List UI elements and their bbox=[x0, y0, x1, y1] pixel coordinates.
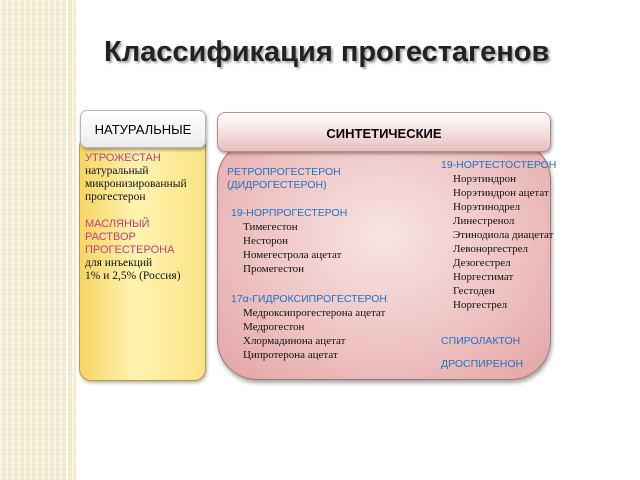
natural-header bbox=[80, 110, 206, 148]
synthetic-header bbox=[217, 112, 551, 152]
list-item: Тимегестон bbox=[243, 221, 298, 233]
list-item: Левоноргестрел bbox=[453, 243, 528, 255]
group-title: 19-НОРТЕСТОСТЕРОН bbox=[441, 159, 557, 171]
list-item: Номегестрола ацетат bbox=[243, 249, 342, 261]
group-19-norprogesterone bbox=[231, 206, 347, 276]
synthetic-header-label: СИНТЕТИЧЕСКИЕ bbox=[326, 125, 442, 141]
utrozhestan-desc-2: микронизированный bbox=[85, 178, 187, 190]
group-17a-hydroxyprogesterone bbox=[231, 292, 387, 362]
list-item: Гестоден bbox=[453, 285, 495, 297]
natural-header-label: НАТУРАЛЬНЫЕ bbox=[94, 121, 192, 137]
list-item: Медрогестон bbox=[243, 321, 305, 333]
list-item: Норэтиндрон bbox=[453, 173, 517, 185]
list-item: Норгестрел bbox=[453, 299, 508, 311]
drospirenone-label: ДРОСПИРЕНОН bbox=[441, 358, 524, 370]
list-item: Норэтинодрел bbox=[453, 201, 521, 213]
list-item: Дезогестрел bbox=[453, 257, 511, 269]
utrozhestan-name: УТРОЖЕСТАН bbox=[85, 152, 161, 164]
group-title: 19-НОРПРОГЕСТЕРОН bbox=[231, 207, 348, 219]
utrozhestan-desc-1: натуральный bbox=[85, 165, 149, 177]
list-item: Ципротерона ацетат bbox=[243, 349, 338, 361]
oil-solution-desc-1: для инъекций bbox=[85, 257, 153, 269]
strip-divider bbox=[66, 0, 68, 480]
page-title: Классификация прогестагенов bbox=[104, 36, 550, 68]
list-item: Несторон bbox=[243, 235, 289, 247]
oil-solution-name: МАСЛЯНЫЙ РАСТВОР ПРОГЕСТЕРОНА bbox=[85, 218, 175, 256]
spironolactone-label: СПИРОЛАКТОН bbox=[441, 335, 521, 347]
list-item: Промегестон bbox=[243, 263, 305, 275]
group-title: 17α-ГИДРОКСИПРОГЕСТЕРОН bbox=[231, 293, 388, 305]
oil-solution-desc-2: 1% и 2,5% (Россия) bbox=[85, 270, 181, 282]
list-item: Линестренол bbox=[453, 215, 515, 227]
list-item: Норэтиндрон ацетат bbox=[453, 187, 549, 199]
decorative-left-strip bbox=[0, 0, 76, 480]
natural-list bbox=[85, 152, 203, 283]
retroprogesterone-label: РЕТРОПРОГЕСТЕРОН (ДИДРОГЕСТЕРОН) bbox=[227, 166, 341, 191]
list-item: Медроксипрогестерона ацетат bbox=[243, 307, 386, 319]
utrozhestan-desc-3: прогестерон bbox=[85, 191, 146, 203]
list-item: Этинодиола диацетат bbox=[453, 229, 554, 241]
list-item: Хлормадинона ацетат bbox=[243, 335, 346, 347]
group-19-nortestosterone bbox=[441, 158, 556, 312]
list-item: Норгестимат bbox=[453, 271, 514, 283]
